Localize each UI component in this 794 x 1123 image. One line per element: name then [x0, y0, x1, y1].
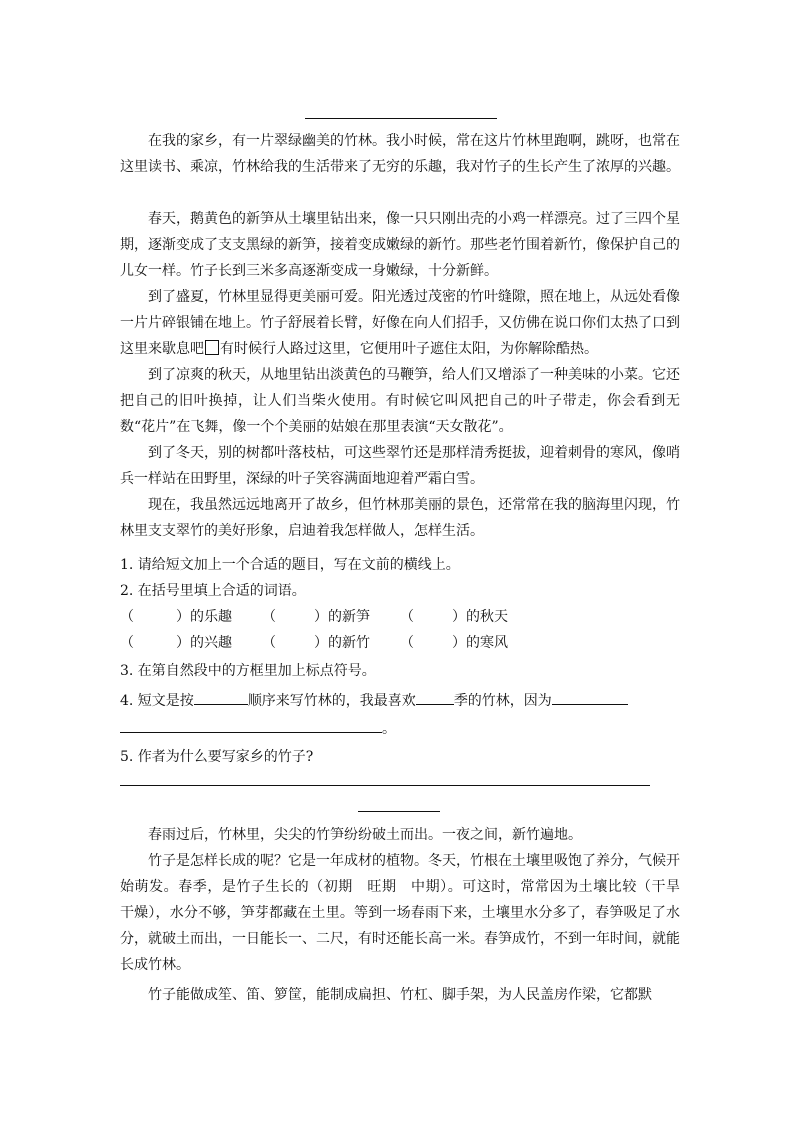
passage1-paragraph-3	[120, 284, 680, 362]
pair-label: ）的秋天	[452, 609, 508, 625]
question-5: 5. 作者为什么要写家乡的竹子?	[120, 749, 314, 765]
pair-label: ）的新竹	[314, 635, 370, 651]
question-4-continued	[120, 716, 396, 742]
q4-text-b: 顺序来写竹林的，我最喜欢	[247, 693, 416, 709]
open-paren: （	[120, 609, 134, 625]
passage1-paragraph-4: 到了凉爽的秋天，从地里钻出淡黄色的马鞭笋，给人们又增添了一种美味的小菜。它还把自己的旧叶换掉，让人们当柴火使用。有时候它叫风把自己的叶子带走，你会看到无数“花片”在飞舞，像一个个美丽的姑娘在那里表演“天女散花”。	[120, 367, 680, 435]
fill-blank-pair[interactable]	[120, 604, 262, 630]
fill-blank-pair[interactable]	[400, 630, 508, 656]
q4-text-a: 4. 短文是按	[120, 693, 194, 709]
pair-label: ）的新笋	[314, 609, 370, 625]
pair-label: ）的寒风	[452, 635, 508, 651]
open-paren: （	[262, 609, 276, 625]
paragraph-3-text-b: 有时候行人路过这里，它便用叶子遮住太阳，为你解除酷热。	[220, 341, 598, 357]
open-paren: （	[262, 635, 276, 651]
fill-blank-pair[interactable]	[262, 630, 400, 656]
question-1: 1. 请给短文加上一个合适的题目，写在文前的横线上。	[120, 557, 460, 573]
question-2-row-1	[120, 604, 508, 630]
pair-label: ）的兴趣	[176, 635, 232, 651]
question-2: 2. 在括号里填上合适的词语。	[120, 583, 306, 599]
title-blank-line-2[interactable]	[358, 811, 440, 812]
question-4	[120, 688, 628, 714]
question-3: 3. 在第自然段中的方框里加上标点符号。	[120, 663, 376, 679]
passage2-paragraph-2: 竹子是怎样长成的呢？它是一年成材的植物。冬天，竹根在土壤里吸饱了养分，气候开始萌发。春季，是竹子生长的（初期 旺期 中期）。可这时，常常因为土壤比较（干旱 干燥），水分不够，笋芽都藏在土里。等到一场春雨下来，土壤里水分多了，春笋吸足了水分，就破土而出，一日能长一、二尺，有时还能长高一米。春笋成竹，不到一年时间，就能长成竹林。	[120, 853, 694, 973]
open-paren: （	[400, 635, 414, 651]
order-blank[interactable]	[194, 689, 248, 705]
pair-label: ）的乐趣	[176, 609, 232, 625]
open-paren: （	[400, 609, 414, 625]
passage2-paragraph-3: 竹子能做成笙、笛、箩筐，能制成扁担、竹杠、脚手架，为人民盖房作梁，它都默	[148, 987, 652, 1003]
question-2-row-2	[120, 630, 508, 656]
reason-blank[interactable]	[552, 689, 628, 705]
passage1-paragraph-1: 在我的家乡，有一片翠绿幽美的竹林。我小时候，常在这片竹林里跑啊，跳呀，也常在这里读书、乘凉，竹林给我的生活带来了无穷的乐趣，我对竹子的生长产生了浓厚的兴趣。	[120, 133, 680, 175]
answer-line-q5[interactable]	[120, 785, 650, 786]
title-blank-line[interactable]	[305, 118, 497, 119]
passage1-paragraph-2: 春天，鹅黄色的新笋从土壤里钻出来，像一只只刚出壳的小鸡一样漂亮。过了三四个星期，逐渐变成了支支黑绿的新笋，接着变成嫩绿的新竹。那些老竹围着新竹，像保护自己的儿女一样。竹子长到三米多高逐渐变成一身嫩绿，十分新鲜。	[120, 211, 680, 279]
punctuation-box[interactable]	[205, 340, 219, 355]
fill-blank-pair[interactable]	[400, 604, 508, 630]
passage1-paragraph-5: 到了冬天，别的树都叶落枝枯，可这些翠竹还是那样清秀挺拔，迎着刺骨的寒风，像哨兵一样站在田野里，深绿的叶子笑容满面地迎着严霜白雪。	[120, 445, 680, 487]
fill-blank-pair[interactable]	[262, 604, 400, 630]
season-blank[interactable]	[416, 689, 454, 705]
q4-text-c: 季的竹林，因为	[453, 693, 552, 709]
open-paren: （	[120, 635, 134, 651]
paragraph-3-text-a: 到了盛夏，竹林里显得更美丽可爱。阳光透过茂密的竹叶缝隙，照在地上，从远处看像一片片碎银铺在地上。竹子舒展着长臂，好像在向人们招手，又仿佛在说口你们太热了口到这里来歇息吧	[120, 289, 680, 357]
fill-blank-pair[interactable]	[120, 630, 262, 656]
passage1-paragraph-6: 现在，我虽然远远地离开了故乡，但竹林那美丽的景色，还常常在我的脑海里闪现，竹林里支支翠竹的美好形象，启迪着我怎样做人，怎样生活。	[120, 497, 680, 539]
reason-blank-continued[interactable]	[120, 717, 382, 733]
passage2-paragraph-1: 春雨过后，竹林里，尖尖的竹笋纷纷破土而出。一夜之间，新竹遍地。	[148, 827, 582, 843]
q4-period: 。	[382, 721, 396, 737]
